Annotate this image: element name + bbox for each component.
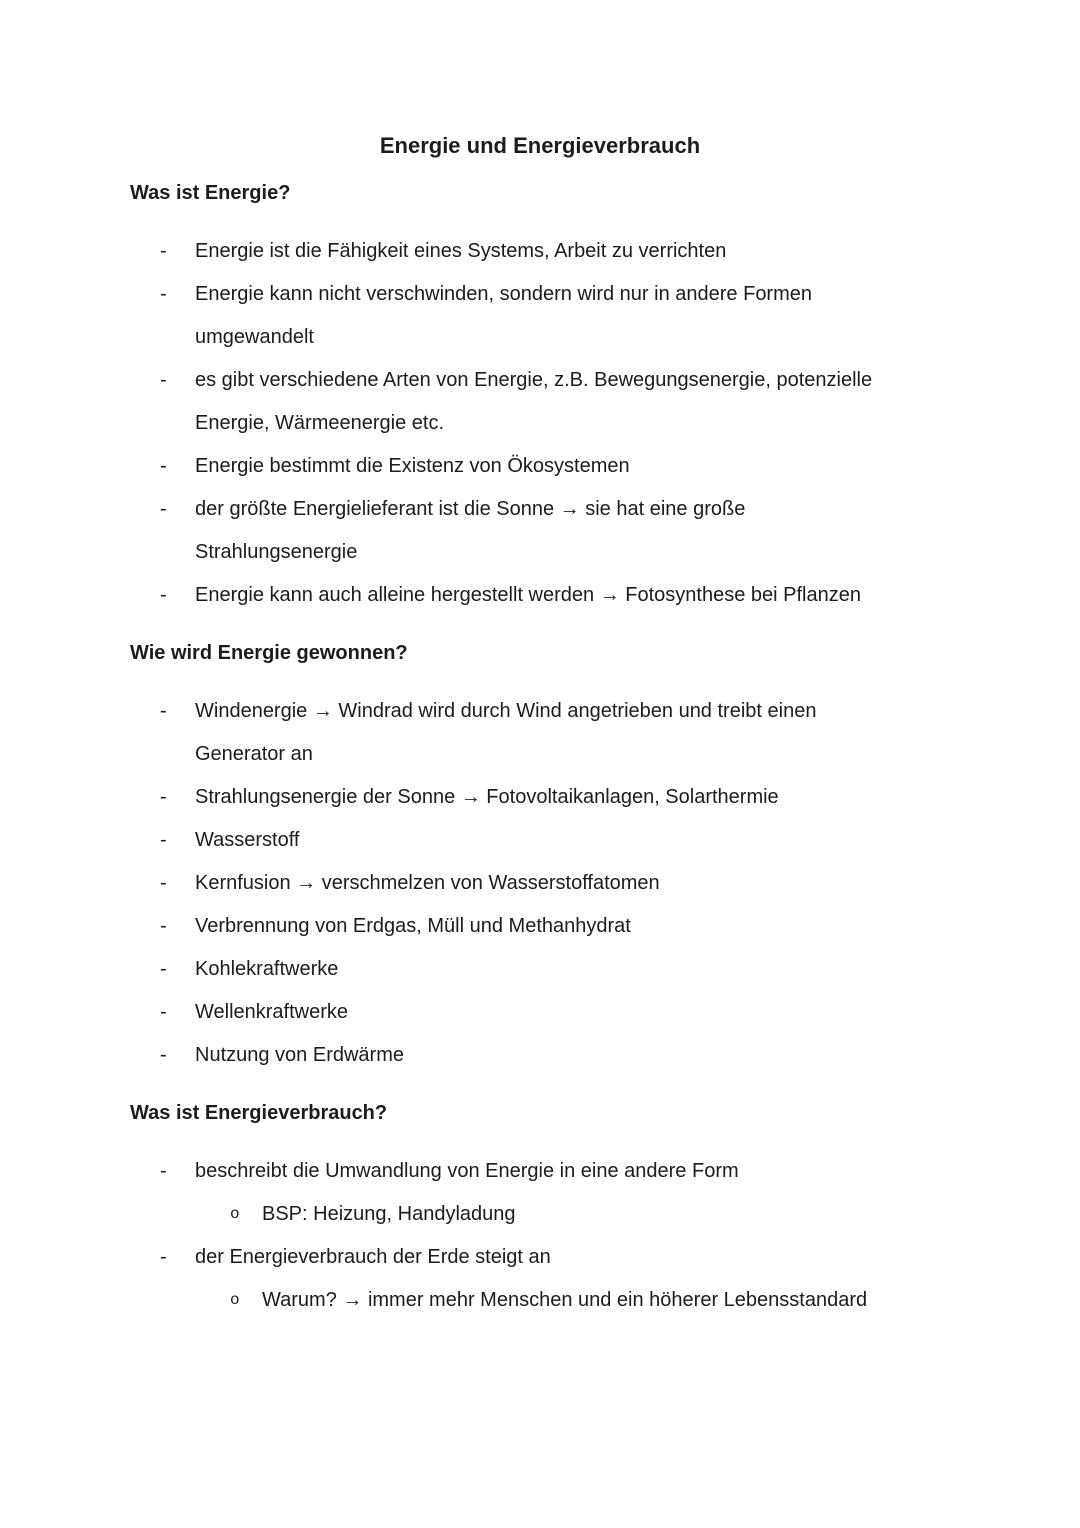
bullet-continuation-line bbox=[130, 402, 950, 445]
sub-bullet-marker: o bbox=[230, 1291, 240, 1309]
bullet-marker: - bbox=[160, 1044, 167, 1066]
bullet-marker: - bbox=[160, 455, 167, 477]
bullet-marker: - bbox=[160, 584, 167, 606]
bullet-text: Wellenkraftwerke bbox=[195, 1001, 349, 1023]
bullet-text: beschreibt die Umwandlung von Energie in eine andere Form bbox=[195, 1160, 739, 1182]
section-list-was-ist-energie bbox=[130, 230, 950, 617]
bullet-marker: - bbox=[160, 240, 167, 262]
bullet-line bbox=[130, 1236, 950, 1279]
bullet-text: Verbrennung von Erdgas, Müll und Methanhydrat bbox=[195, 915, 631, 937]
bullet-text: Energie ist die Fähigkeit eines Systems, Arbeit zu verrichten bbox=[195, 240, 727, 262]
bullet-text: Energie bestimmt die Existenz von Ökosystemen bbox=[195, 455, 630, 477]
bullet-continuation-line bbox=[130, 531, 950, 574]
bullet-line bbox=[130, 776, 950, 819]
bullet-text: Energie kann nicht verschwinden, sondern wird nur in andere Formen bbox=[195, 283, 813, 305]
bullet-line bbox=[130, 574, 950, 617]
bullet-marker: - bbox=[160, 1001, 167, 1023]
bullet-line bbox=[130, 948, 950, 991]
bullet-line bbox=[130, 819, 950, 862]
bullet-text: Kernfusion → verschmelzen von Wasserstoffatomen bbox=[195, 872, 660, 894]
bullet-text: der größte Energielieferant ist die Sonne → sie hat eine große bbox=[195, 498, 746, 520]
bullet-text: Strahlungsenergie bbox=[195, 541, 358, 563]
bullet-text: Kohlekraftwerke bbox=[195, 958, 339, 980]
section-list-was-ist-energieverbrauch bbox=[130, 1150, 950, 1322]
section-list-wie-wird-energie-gewonnen bbox=[130, 690, 950, 1077]
bullet-text: Windenergie → Windrad wird durch Wind angetrieben und treibt einen bbox=[195, 700, 817, 722]
bullet-continuation-line bbox=[130, 733, 950, 776]
bullet-line bbox=[130, 991, 950, 1034]
bullet-marker: - bbox=[160, 283, 167, 305]
bullet-text: Energie kann auch alleine hergestellt werden → Fotosynthese bei Pflanzen bbox=[195, 584, 861, 606]
bullet-text: es gibt verschiedene Arten von Energie, z.B. Bewegungsenergie, potenzielle bbox=[195, 369, 873, 391]
document-title: Energie und Energieverbrauch bbox=[379, 133, 701, 158]
bullet-text: Nutzung von Erdwärme bbox=[195, 1044, 404, 1066]
bullet-line bbox=[130, 359, 950, 402]
section-heading-was-ist-energie: Was ist Energie? bbox=[130, 182, 291, 204]
bullet-line bbox=[130, 905, 950, 948]
bullet-text: Wasserstoff bbox=[195, 829, 300, 851]
sub-bullet-line bbox=[130, 1279, 950, 1322]
sub-bullet-marker: o bbox=[230, 1205, 240, 1223]
bullet-line bbox=[130, 862, 950, 905]
bullet-line bbox=[130, 230, 950, 273]
bullet-line bbox=[130, 1150, 950, 1193]
sub-bullet-text: Warum? → immer mehr Menschen und ein höherer Lebensstandard bbox=[262, 1289, 868, 1311]
bullet-marker: - bbox=[160, 369, 167, 391]
bullet-line bbox=[130, 488, 950, 531]
bullet-marker: - bbox=[160, 700, 167, 722]
bullet-line bbox=[130, 273, 950, 316]
sub-bullet-text: BSP: Heizung, Handyladung bbox=[262, 1203, 516, 1225]
bullet-marker: - bbox=[160, 1246, 167, 1268]
bullet-marker: - bbox=[160, 872, 167, 894]
bullet-line bbox=[130, 690, 950, 733]
bullet-line bbox=[130, 1034, 950, 1077]
bullet-marker: - bbox=[160, 786, 167, 808]
bullet-marker: - bbox=[160, 498, 167, 520]
bullet-text: Generator an bbox=[195, 743, 313, 765]
bullet-marker: - bbox=[160, 915, 167, 937]
section-heading-was-ist-energieverbrauch: Was ist Energieverbrauch? bbox=[130, 1102, 388, 1124]
bullet-text: umgewandelt bbox=[195, 326, 314, 348]
bullet-marker: - bbox=[160, 1160, 167, 1182]
bullet-text: Strahlungsenergie der Sonne → Fotovoltaikanlagen, Solarthermie bbox=[195, 786, 779, 808]
bullet-marker: - bbox=[160, 829, 167, 851]
bullet-text: Energie, Wärmeenergie etc. bbox=[195, 412, 445, 434]
sub-bullet-line bbox=[130, 1193, 950, 1236]
bullet-marker: - bbox=[160, 958, 167, 980]
section-heading-wie-wird-energie-gewonnen: Wie wird Energie gewonnen? bbox=[130, 642, 408, 664]
bullet-line bbox=[130, 445, 950, 488]
bullet-continuation-line bbox=[130, 316, 950, 359]
bullet-text: der Energieverbrauch der Erde steigt an bbox=[195, 1246, 551, 1268]
